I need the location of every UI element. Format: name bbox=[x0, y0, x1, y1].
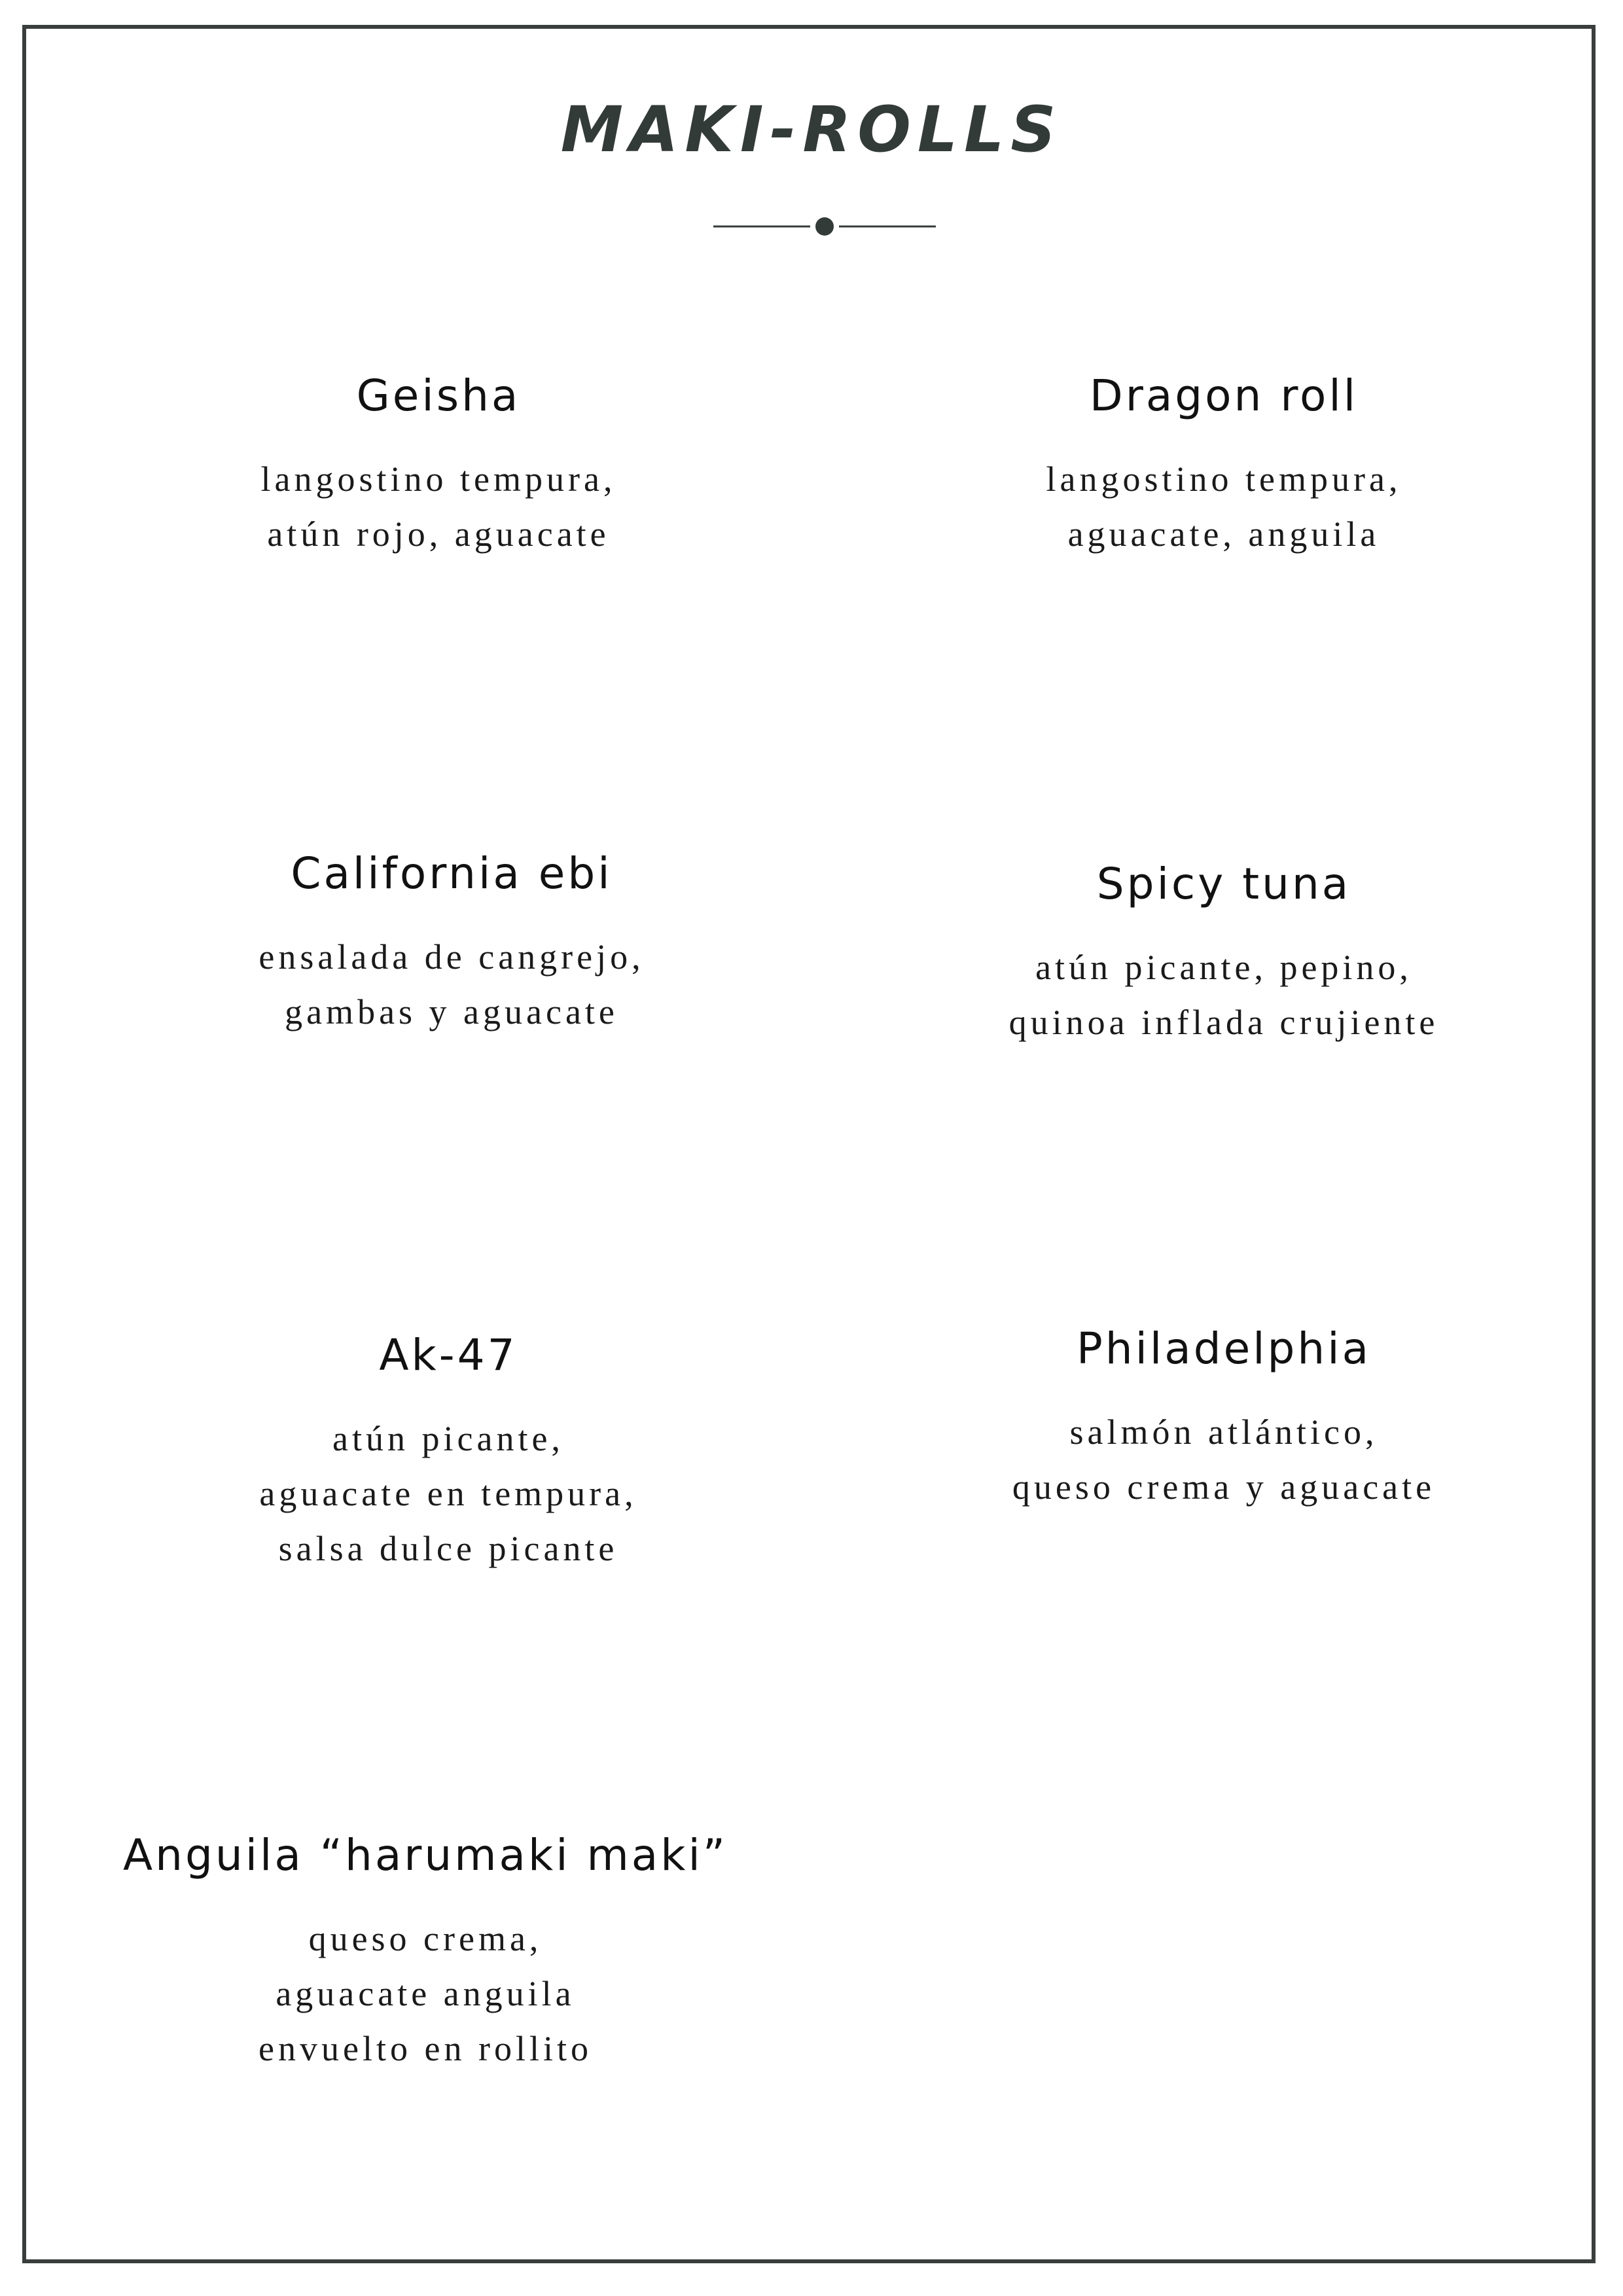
menu-item-philadelphia bbox=[916, 1323, 1531, 1515]
title-divider-ornament bbox=[713, 215, 936, 238]
item-description: atún picante, aguacate en tempura, salsa dulce picante bbox=[259, 1419, 637, 1568]
menu-item-geisha bbox=[131, 370, 746, 562]
item-name: Ak-47 bbox=[379, 1330, 518, 1380]
item-description: langostino tempura, atún rojo, aguacate bbox=[260, 459, 616, 554]
item-name: Anguila “harumaki maki” bbox=[123, 1830, 728, 1880]
item-description: salmón atlántico, queso crema y aguacate bbox=[1012, 1412, 1436, 1507]
menu-item-anguila-harumaki-maki bbox=[118, 1830, 733, 2076]
menu-item-ak-47 bbox=[141, 1330, 756, 1576]
item-name: Dragon roll bbox=[1089, 370, 1359, 421]
item-description: langostino tempura, aguacate, anguila bbox=[1046, 459, 1402, 554]
item-name: California ebi bbox=[291, 848, 613, 899]
menu-title: MAKI-ROLLS bbox=[560, 93, 1063, 166]
menu-item-spicy-tuna bbox=[916, 859, 1531, 1050]
menu-item-dragon-roll bbox=[916, 370, 1531, 562]
item-name: Spicy tuna bbox=[1096, 859, 1351, 909]
item-name: Philadelphia bbox=[1076, 1323, 1372, 1374]
item-description: atún picante, pepino, quinoa inflada crujiente bbox=[1008, 948, 1439, 1042]
menu-item-california-ebi bbox=[144, 848, 759, 1039]
item-name: Geisha bbox=[356, 370, 521, 421]
item-description: queso crema, aguacate anguila envuelto en rollito bbox=[259, 1919, 592, 2068]
item-description: ensalada de cangrejo, gambas y aguacate bbox=[259, 937, 645, 1031]
